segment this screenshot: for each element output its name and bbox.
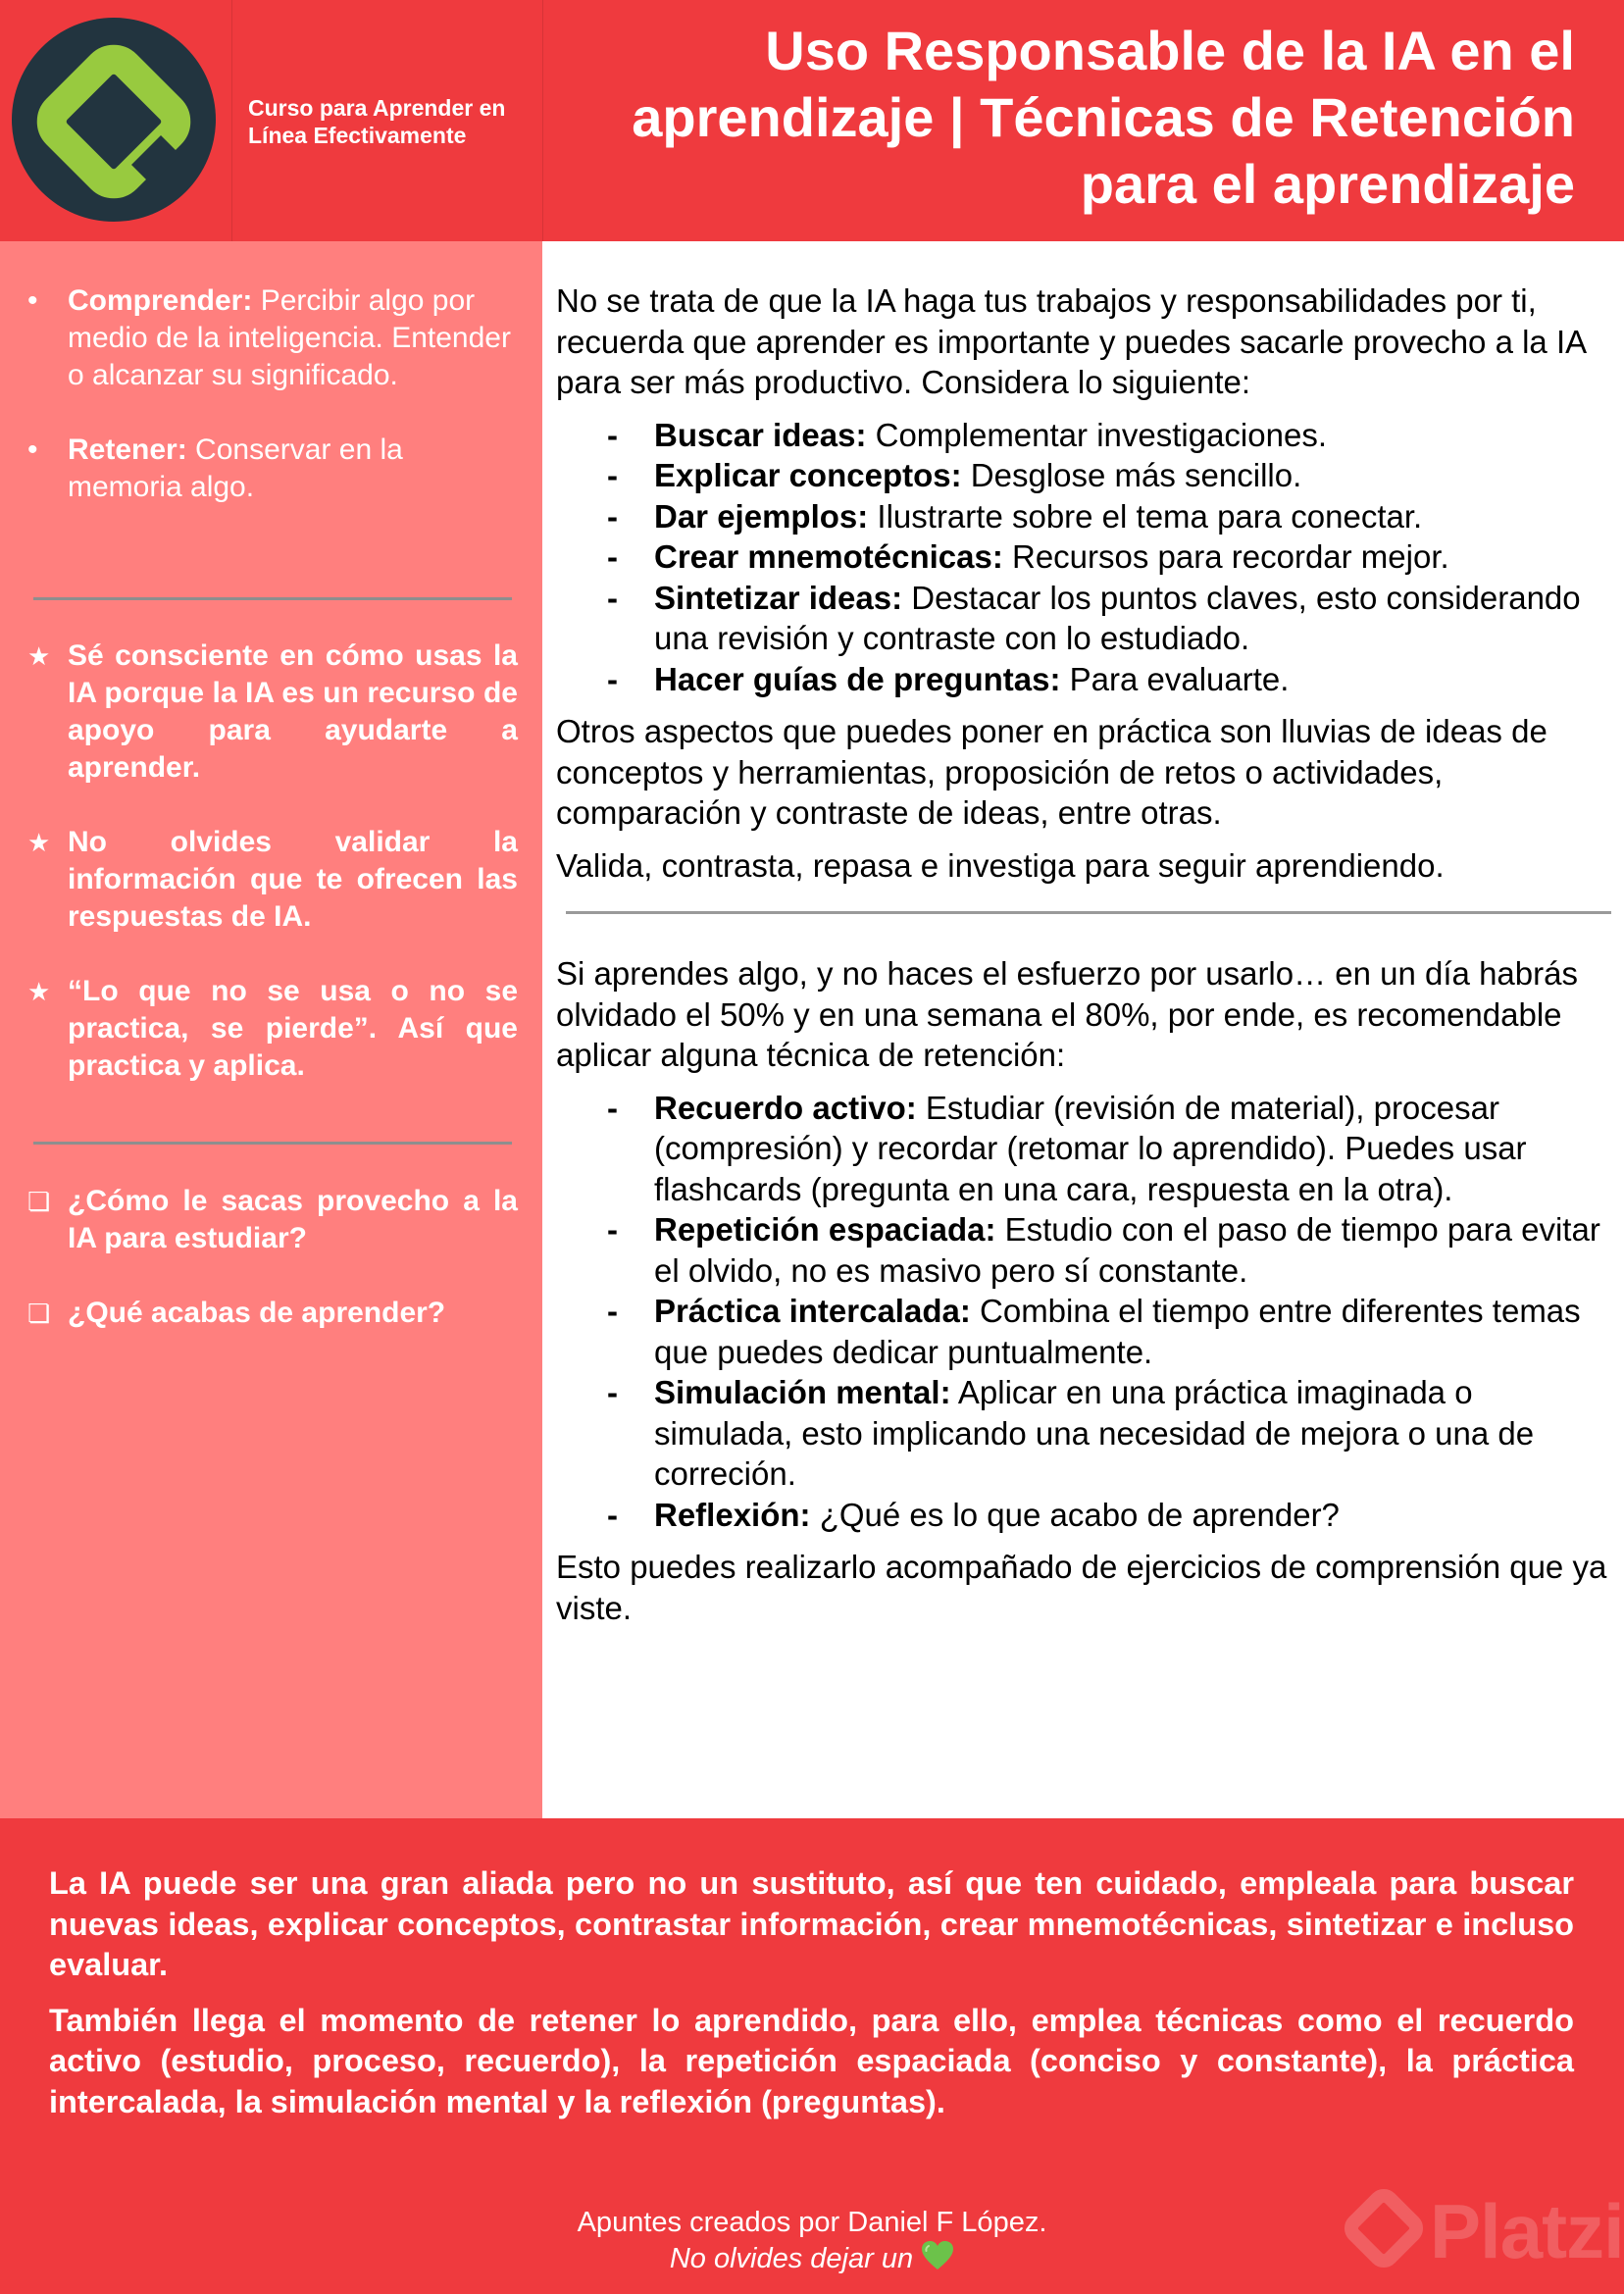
summary-paragraph: También llega el momento de retener lo aprendido, para ello, emplea técnicas como el recuerdo activo (estudio, proceso, recuerdo), la repetición espaciada (conciso y constante), la práctica intercalada, la simulación mental y la reflexión (preguntas). xyxy=(49,2002,1574,2119)
reminder-text: No olvides dejar un xyxy=(669,2243,914,2274)
credit-line: Apuntes creados por Daniel F López. xyxy=(577,2207,1047,2238)
ai-use-text: Ilustrarte sobre el tema para conectar. xyxy=(868,497,1423,535)
tip-text: No olvides validar la información que te ofrecen las respuestas de IA. xyxy=(68,826,518,933)
checkbox-icon: ❏ xyxy=(27,1187,51,1216)
ai-use-item xyxy=(556,659,1615,700)
divider xyxy=(33,1142,512,1145)
dash-bullet-icon: - xyxy=(607,538,618,575)
ai-use-text: Desglose más sencillo. xyxy=(961,457,1302,493)
ai-use-item xyxy=(556,536,1615,578)
header xyxy=(0,0,1624,241)
retention-intro: Si aprendes algo, y no haces el esfuerzo por usarlo… en un día habrás olvidado el 50% y en una semana el 80%, por ende, es recomendable aplicar alguna técnica de retención: xyxy=(556,955,1578,1073)
tip-text: “Lo que no se usa o no se practica, se pierde”. Así que practica y aplica. xyxy=(68,975,518,1082)
bullet-dot-icon: • xyxy=(27,433,38,466)
ai-use-term: Sintetizar ideas: xyxy=(654,579,903,616)
technique-term: Recuerdo activo: xyxy=(654,1089,917,1126)
reminder-line xyxy=(0,2240,1624,2276)
course-name: Curso para Aprender en Línea Efectivamente xyxy=(248,95,506,148)
summary xyxy=(49,1863,1574,2137)
tips-list xyxy=(27,637,518,1085)
definition-term: Comprender: xyxy=(68,284,253,317)
ai-use-text: Destacar los puntos claves, esto considerando una revisión y contraste con lo estudiado. xyxy=(654,579,1581,656)
sidebar xyxy=(0,241,542,1818)
ai-use-item xyxy=(556,455,1615,496)
ai-use-term: Crear mnemotécnicas: xyxy=(654,538,1003,575)
definition-text: Percibir algo por medio de la inteligencia. Entender o alcanzar su significado. xyxy=(68,284,511,391)
technique-text: Estudiar (revisión de material), procesar (compresión) y recordar (retomar lo aprendido). Puedes usar flashcards (pregunta en una cara, respuesta en la otra). xyxy=(654,1089,1527,1207)
dash-bullet-icon: - xyxy=(607,416,618,453)
dash-bullet-icon: - xyxy=(607,1374,618,1410)
dash-bullet-icon: - xyxy=(607,457,618,493)
ai-use-text: Recursos para recordar mejor. xyxy=(1002,538,1449,575)
credits xyxy=(0,2205,1624,2276)
others-paragraph: Otros aspectos que puedes poner en práctica son lluvias de ideas de conceptos y herramientas, proposición de retos o actividades, comparación y contraste de ideas, entre otras. xyxy=(556,713,1548,831)
technique-item xyxy=(556,1372,1615,1495)
ai-use-term: Hacer guías de preguntas: xyxy=(654,660,1061,697)
questions-list xyxy=(27,1183,518,1332)
footer xyxy=(0,1818,1624,2294)
definition-text: Conservar en la memoria algo. xyxy=(68,433,403,503)
divider xyxy=(33,597,512,600)
ai-use-item xyxy=(556,578,1615,659)
tip-item xyxy=(27,637,518,787)
technique-term: Reflexión: xyxy=(654,1496,811,1533)
question-item xyxy=(27,1295,518,1332)
technique-term: Repetición espaciada: xyxy=(654,1211,996,1248)
ai-use-term: Buscar ideas: xyxy=(654,416,867,453)
divider xyxy=(566,911,1611,914)
star-icon: ★ xyxy=(27,828,51,857)
technique-item xyxy=(556,1088,1615,1210)
ai-use-text: Para evaluarte. xyxy=(1060,660,1290,697)
tip-text: Sé consciente en cómo usas la IA porque la IA es un recurso de apoyo para ayudarte a aprender. xyxy=(68,639,518,784)
dash-bullet-icon: - xyxy=(607,1496,618,1533)
intro-paragraph: No se trata de que la IA haga tus trabajos y responsabilidades por ti, recuerda que aprender es importante y puedes sacarle provecho a la IA para ser más productivo. Considera lo siguiente: xyxy=(556,282,1586,400)
tip-item xyxy=(27,824,518,936)
main-inner xyxy=(556,280,1615,1640)
dash-bullet-icon: - xyxy=(607,1211,618,1248)
logo-cell xyxy=(0,0,232,241)
question-text: ¿Qué acabas de aprender? xyxy=(68,1297,446,1329)
course-cell xyxy=(232,0,543,241)
dash-bullet-icon: - xyxy=(607,1089,618,1126)
ai-uses-list xyxy=(556,415,1615,700)
ai-use-item xyxy=(556,415,1615,456)
dash-bullet-icon: - xyxy=(607,1293,618,1329)
technique-term: Simulación mental: xyxy=(654,1374,951,1410)
green-heart-icon xyxy=(921,2240,954,2271)
platzi-logo-icon xyxy=(12,18,216,222)
ai-use-item xyxy=(556,496,1615,537)
technique-text: Estudio con el paso de tiempo para evitar el olvido, no es masivo pero sí constante. xyxy=(654,1211,1600,1289)
dash-bullet-icon: - xyxy=(607,660,618,697)
page-title: Uso Responsable de la IA en el aprendizaje | Técnicas de Retención para el aprendizaje xyxy=(632,20,1575,215)
technique-item xyxy=(556,1209,1615,1291)
techniques-list xyxy=(556,1088,1615,1536)
dash-bullet-icon: - xyxy=(607,579,618,616)
technique-text: Aplicar en una práctica imaginada o simulada, esto implicando una necesidad de mejora o una de correción. xyxy=(654,1374,1535,1492)
technique-text: ¿Qué es lo que acabo de aprender? xyxy=(810,1496,1340,1533)
definition-term: Retener: xyxy=(68,433,187,466)
technique-text: Combina el tiempo entre diferentes temas que puedes dedicar puntualmente. xyxy=(654,1293,1581,1370)
technique-item xyxy=(556,1291,1615,1372)
technique-item xyxy=(556,1495,1615,1536)
ai-use-text: Complementar investigaciones. xyxy=(866,416,1327,453)
validate-paragraph: Valida, contrasta, repasa e investiga para seguir aprendiendo. xyxy=(556,846,1445,884)
definitions-list xyxy=(27,282,518,506)
watermark-text: Platzi xyxy=(1430,2188,1624,2274)
question-text: ¿Cómo le sacas provecho a la IA para estudiar? xyxy=(68,1185,518,1254)
checkbox-icon: ❏ xyxy=(27,1299,51,1328)
bullet-dot-icon: • xyxy=(27,284,38,317)
definition-item xyxy=(27,282,518,394)
technique-term: Práctica intercalada: xyxy=(654,1293,971,1329)
tip-item xyxy=(27,973,518,1085)
star-icon: ★ xyxy=(27,977,51,1006)
star-icon: ★ xyxy=(27,641,51,671)
dash-bullet-icon: - xyxy=(607,497,618,535)
main-content xyxy=(542,241,1624,1818)
ai-use-term: Dar ejemplos: xyxy=(654,497,869,535)
closing-paragraph: Esto puedes realizarlo acompañado de ejercicios de comprensión que ya viste. xyxy=(556,1549,1607,1626)
question-item xyxy=(27,1183,518,1257)
ai-use-term: Explicar conceptos: xyxy=(654,457,962,493)
definition-item xyxy=(27,432,518,506)
summary-paragraph: La IA puede ser una gran aliada pero no un sustituto, así que ten cuidado, empleala para buscar nuevas ideas, explicar conceptos, contrastar información, crear mnemotécnicas, sintetizar e incluso evaluar. xyxy=(49,1865,1574,1982)
